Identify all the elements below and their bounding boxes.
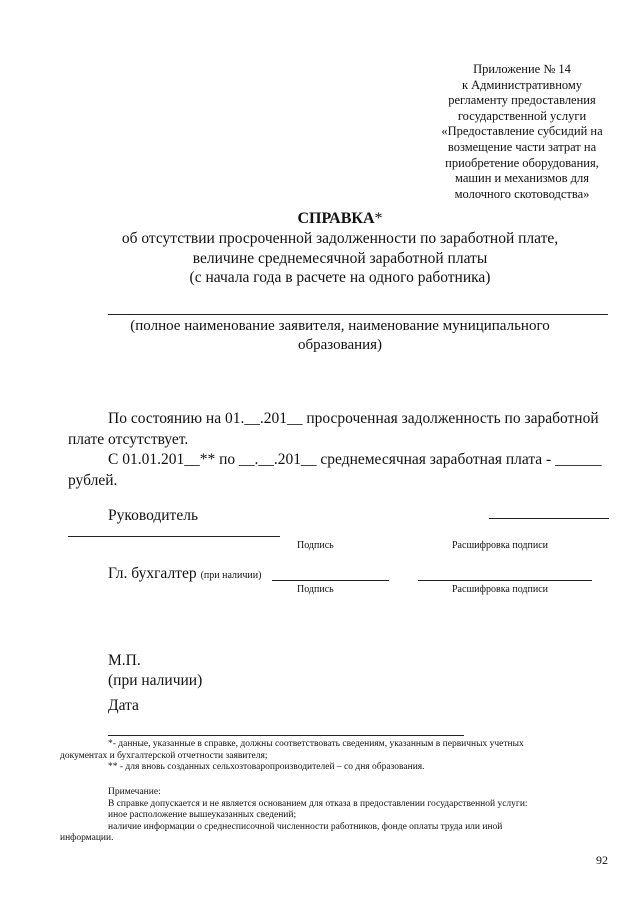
appendix-line: государственной услуги <box>457 108 587 123</box>
note-line: В справке допускается и не является основанием для отказа в предоставлении государственной услуги: <box>108 798 528 809</box>
head-decode-caption: Расшифровка подписи <box>452 540 548 551</box>
appendix-line: «Предоставление субсидий на <box>441 124 603 139</box>
applicant-name-line <box>108 314 608 315</box>
page-number: 92 <box>596 853 608 867</box>
note-block <box>60 787 614 845</box>
accountant-name-line <box>418 580 592 581</box>
note-title: Примечание: <box>108 787 161 797</box>
accountant-note: (при наличии) <box>200 570 262 581</box>
footnote-separator <box>108 735 464 736</box>
paragraph-line: плате отсутствует. <box>68 431 189 448</box>
note-line: информации. <box>60 833 114 843</box>
head-name-line <box>489 518 609 519</box>
head-label: Руководитель <box>108 507 199 524</box>
appendix-line: Приложение № 14 <box>473 62 571 76</box>
accountant-signature-line <box>272 580 389 581</box>
head-signature-caption: Подпись <box>297 540 334 551</box>
subtitle-line: (с начала года в расчете на одного работника) <box>189 269 491 286</box>
caption-line: образования) <box>297 337 383 353</box>
footnote-line: ** - для вновь созданных сельхозтоваропроизводителей – со дня образования. <box>108 762 425 772</box>
appendix-line: приобретение оборудования, <box>445 155 599 170</box>
head-signature-line <box>68 536 280 537</box>
document-subtitle <box>60 229 620 288</box>
average-salary-paragraph <box>68 449 608 491</box>
subtitle-line: об отсутствии просроченной задолженности по заработной плате, <box>121 230 559 247</box>
appendix-line: регламенту предоставления <box>448 93 596 108</box>
accountant-label <box>108 565 261 583</box>
title-footnote-mark: * <box>374 210 383 227</box>
document-title <box>60 210 620 228</box>
subtitle-line: величине среднемесячной заработной платы <box>192 249 488 267</box>
appendix-line: возмещение части затрат на <box>447 139 597 154</box>
document-title-text: СПРАВКА <box>297 210 375 227</box>
appendix-line: молочного скотоводства» <box>454 186 590 201</box>
overdue-debt-paragraph <box>68 408 608 450</box>
footnote-line: документах и бухгалтерской отчетности заявителя; <box>60 750 268 761</box>
applicant-caption <box>130 317 550 355</box>
note-line: иное расположение вышеуказанных сведений; <box>108 810 297 820</box>
appendix-header <box>422 62 622 202</box>
paragraph-line: рублей. <box>68 472 118 489</box>
paragraph-line: По состоянию на 01.__.201__ просроченная задолженность по заработной <box>108 410 599 427</box>
stamp-block <box>108 651 202 691</box>
appendix-line: машин и механизмов для <box>455 171 589 186</box>
note-line: наличие информации о среднесписочной численности работников, фонде оплаты труда или иной <box>108 821 503 832</box>
stamp-note: (при наличии) <box>108 672 203 689</box>
footnote-line: *- данные, указанные в справке, должны соответствовать сведениям, указанным в первичных учетных <box>108 739 524 749</box>
footnotes <box>60 739 614 774</box>
accountant-label-text: Гл. бухгалтер <box>108 565 197 582</box>
paragraph-line: С 01.01.201__** по __.__.201__ среднемесячная заработная плата - ______ <box>108 451 602 468</box>
accountant-decode-caption: Расшифровка подписи <box>452 584 548 595</box>
appendix-line: к Административному <box>461 77 583 92</box>
stamp-label: М.П. <box>108 652 141 669</box>
date-label: Дата <box>108 697 139 714</box>
accountant-signature-caption: Подпись <box>297 584 334 595</box>
caption-line: (полное наименование заявителя, наименование муниципального <box>130 318 550 334</box>
